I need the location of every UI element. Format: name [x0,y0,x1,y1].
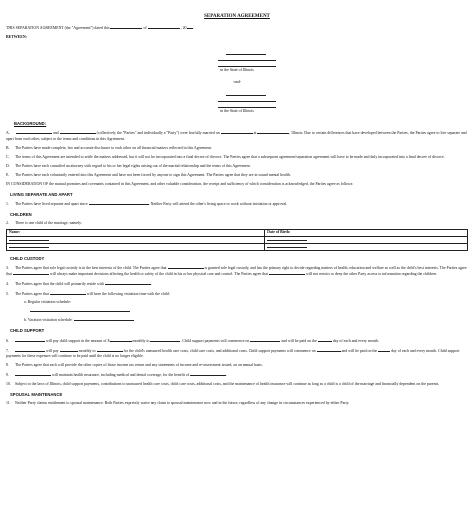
item-7-text-b: monthly to [78,348,96,353]
item-3 [6,265,468,277]
beneficiary-blank[interactable] [190,372,226,376]
item-6-text-d: and will be paid on the [281,338,317,343]
separation-date-blank[interactable] [89,201,149,205]
consideration-clause: IN CONSIDERATION OF the mutual promises and covenants contained in this Agreement, and other valuable consideration, the receipt and sufficiency of which consideration is acknowledged, the Parties agree as follows: [6,182,354,187]
child-name-cell[interactable] [7,236,265,243]
paragraph-c-text: The terms of this Agreement are intended to settle the matters addressed, but it will not be incorporated into a final decree of divorce. The Parties agree that a subsequent agreement/separation agreement will have to be made and duly incorporated into a final decree of divorce. [15,154,445,159]
spousal-heading: SPOUSAL MAINTENANCE [10,392,63,398]
payor-blank[interactable] [15,338,45,342]
item-1-label: 1. [6,202,9,207]
visitation-party-blank[interactable] [50,291,86,295]
paragraph-e [6,173,468,178]
support-heading: CHILD SUPPORT [10,328,45,334]
residence-party-blank[interactable] [105,281,151,285]
paragraph-e-text: The Parties have each voluntarily entered into this Agreement and have not been forced by anyone to sign this Agreement. The Parties agree that they are in sound mental health. [15,172,291,177]
regular-visitation [24,300,468,305]
item-4-label: 4. [6,281,9,286]
day-blank[interactable] [110,25,142,29]
party-2-address-line-2[interactable] [218,103,276,108]
party-2-name-blank[interactable] [60,130,96,134]
item-3-text-a: The Parties agree that sole legal custody is in the best interests of the child. The Parties agree that [15,265,167,270]
paragraph-a-text2: , Illinois. Due to certain differences that have developed between the Parties, the Parties agree to live separate and apart from each other, subject to the terms and conditions in this Agreement. [6,131,467,141]
pay-day-2-blank[interactable] [378,348,390,352]
item-9-text: will maintain health insurance, including medical and dental coverage, for the benefit of [51,372,190,377]
item-10 [6,382,468,387]
marriage-place-blank[interactable] [257,130,289,134]
payee-blank[interactable] [150,338,180,342]
opening-text: THIS SEPARATION AGREEMENT (the "Agreement") dated this [6,26,110,31]
commence-date-blank[interactable] [250,338,280,342]
party-1-address-line-1[interactable] [218,56,276,61]
custodial-party-blank[interactable] [168,265,204,269]
paragraph-d-label: D. [6,163,10,168]
children-table [6,229,468,251]
month-blank[interactable] [148,25,180,29]
item-6-text-c: . Child support payments will commence on [180,338,250,343]
item-7-text-a: will pay [45,348,59,353]
commence-date-2-blank[interactable] [317,348,341,352]
payor-2-blank[interactable] [15,348,45,352]
pay-day-blank[interactable] [318,338,332,342]
item-5-text-a: The Parties agree that [15,292,49,297]
item-11-label: 11. [6,401,11,406]
regular-visitation-line[interactable] [30,308,130,312]
regular-visitation-line-wrap [30,308,468,314]
item-5-text-b: will have the following visitation time with the child: [86,292,170,297]
paragraph-b-label: B. [6,145,10,150]
paragraph-c [6,155,468,160]
party-1-name-blank[interactable] [16,130,52,134]
and-separator: -and- [232,80,242,85]
party-2-state: in the State of Illinois [220,109,254,114]
amount-blank[interactable] [110,338,132,342]
child-name-cell[interactable] [7,243,265,250]
vacation-visitation [24,317,468,323]
item-9: 9. will maintain health insurance, including medical and dental coverage, for the benefit of . [6,372,228,377]
item-11 [6,401,468,406]
party-1-state: in the State of Illinois [220,68,254,73]
item-1-text-a: The Parties have lived separate and apart since [15,202,88,207]
item-2 [6,221,468,226]
custody-heading: CHILD CUSTODY [10,255,45,261]
item-10-label: 10. [6,382,11,386]
paragraph-d-text: The Parties have each consulted an attorney with regard to his or her legal rights arising out of the marital relationship and the terms of this Agreement. [15,163,251,168]
item-7-text-c: for the child's unassured health care costs, child care costs, and additional costs. Child support payments will commence on [123,348,316,353]
paragraph-b-text: The Parties have made complete, fair and accurate disclosure to each other on all financial matters reflected in this Agreement. [15,145,213,150]
item-3-text-b: is granted sole legal custody, and has the primary right to decide regarding matters of health, education and welfare as well as the child's best interests. The Parties agree that [6,265,467,276]
item-7-text-e: day of each and every month. Child support payments for these expenses will continue to be paid until the child is no longer eligible. [6,348,460,358]
party-2-block [6,91,468,115]
paragraph-a-at: at [253,131,257,136]
party-2-address-line-1[interactable] [218,97,276,102]
item-6 [6,338,468,344]
decision-party-blank[interactable] [13,271,49,275]
paragraph-a-text1: (collectively the "Parties" and individually a "Party") were lawfully married on [96,131,220,136]
item-6-text-b: monthly to [132,338,150,343]
table-row [7,236,468,243]
payee-2-blank[interactable] [97,348,123,352]
table-header-dob: Date of Birth: [265,229,468,236]
item-4-text: The Parties agree that the child will primarily reside with [15,281,104,286]
item-9-label: 9. [6,372,9,377]
opening-of: of [143,26,147,31]
item-6-label: 6. [6,338,9,343]
background-heading: BACKGROUND: [14,121,47,127]
item-7-text-d: and will be paid on the [341,348,378,353]
item-6-text-e: day of each and every month. [332,338,379,343]
living-heading: LIVING SEPARATE AND APART [10,192,73,198]
party-1-block [6,50,468,74]
table-row [7,243,468,250]
paragraph-b [6,146,468,151]
information-party-blank[interactable] [269,271,305,275]
item-4: 4. The Parties agree that the child will primarily reside with . [6,281,152,286]
opening-paragraph: THIS SEPARATION AGREEMENT (the "Agreement") dated this of , 20 . [6,26,194,31]
item-1 [6,201,468,207]
vacation-visitation-line[interactable] [74,317,134,321]
item-8-label: 8. [6,362,9,367]
item-5-label: 5. [6,292,9,297]
item-2-label: 2. [6,221,9,226]
item-7 [6,348,468,359]
marriage-date-blank[interactable] [221,130,253,134]
paragraph-a [6,130,468,141]
paragraph-d [6,164,468,169]
item-1-text-b: . Neither Party will attend the other's living space or work without invitation or approval. [148,202,288,207]
party-1-name-line[interactable] [226,50,266,55]
vacation-visitation-label: b. Vacation visitation schedule: [24,318,73,323]
item-3-label: 3. [6,265,9,270]
amount-2-blank[interactable] [60,348,78,352]
insurer-party-blank[interactable] [15,372,51,376]
paragraph-c-label: C. [6,154,10,159]
paragraph-a-label: A. [6,131,10,136]
child-dob-cell[interactable] [265,236,468,243]
table-header-name: Name: [7,229,265,236]
opening-year: , 20 [180,26,187,31]
item-7-label: 7. [6,348,9,353]
item-8 [6,363,468,368]
item-3-text-c: will always make important decisions affecting the health or safety of the child in his or her physical care and control. The Parties agree that [49,271,269,276]
document-title: SEPARATION AGREEMENT [204,14,270,19]
item-11-text: Neither Party claims entitlement to spousal maintenance. Both Parties expressly waive any claim to spousal maintenance now and in the future, regardless of any change in circumstances experienced by either Party. [15,401,350,406]
party-1-address-line-2[interactable] [218,62,276,67]
year-blank[interactable] [187,25,193,29]
item-2-text: There is one child of the marriage, namely: [15,221,83,226]
item-3-text-d: will not restrict or deny the other Party access to information regarding the children. [305,271,437,276]
item-5 [6,291,468,297]
paragraph-e-label: E. [6,172,10,177]
item-10-text: Subject to the laws of Illinois, child support payments, contributions to unassured health care costs, child care costs, additional costs, and the maintenance of health insurance will continue as long as a child is a child of the marriage and financially dependent on the parents. [15,382,440,386]
item-6-text-a: will pay child support in the amount of $ [45,338,110,343]
between-label: BETWEEN: [6,35,27,40]
regular-visitation-label: a. Regular visitation schedule: [24,300,72,305]
item-8-text: The Parties agree that each will provide the other copies of those income tax return and any statements of income and re-assessment issued, on an annual basis. [15,362,263,367]
paragraph-a-and: and [52,131,59,136]
children-heading: CHILDREN [10,212,32,218]
child-dob-cell[interactable] [265,243,468,250]
party-2-name-line[interactable] [226,91,266,96]
